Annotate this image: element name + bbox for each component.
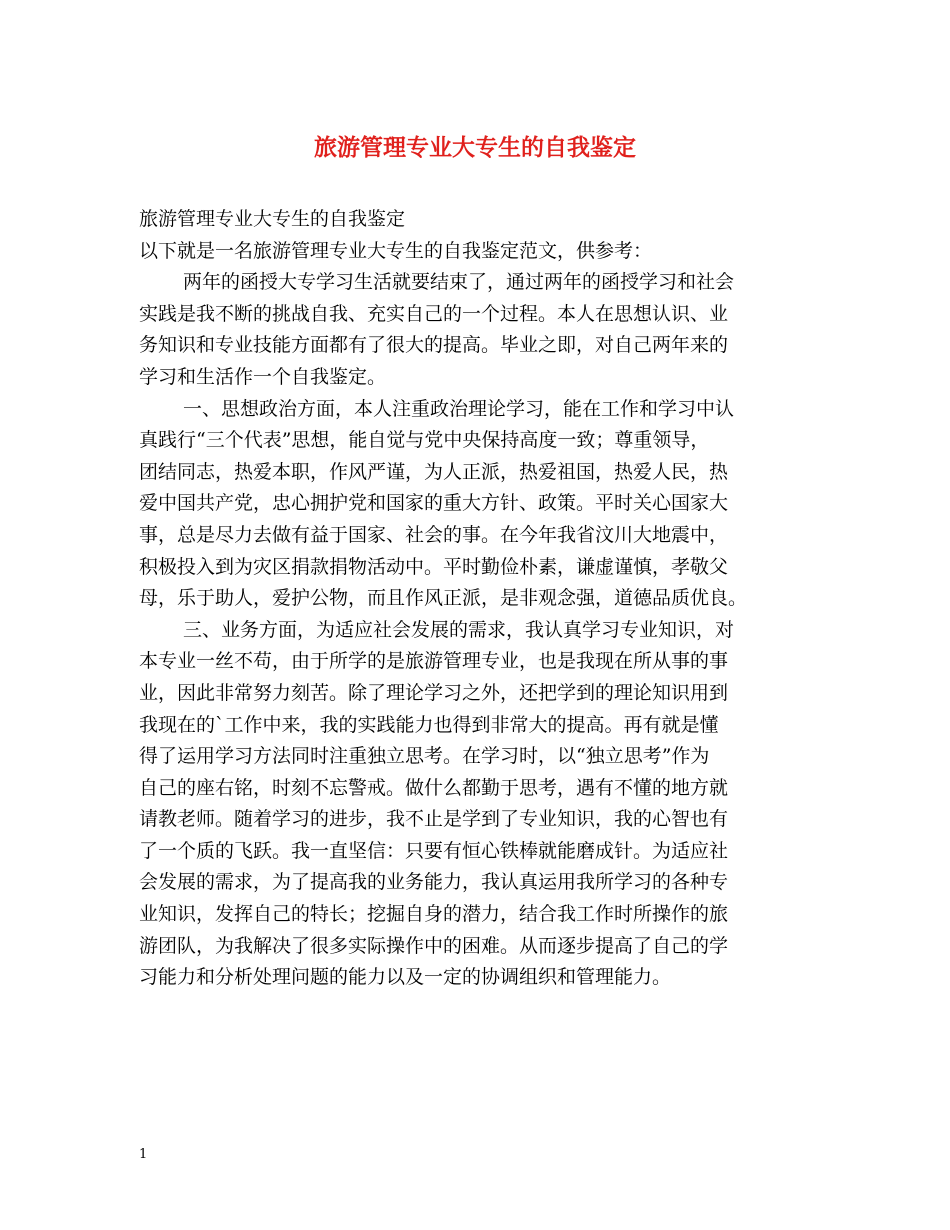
paragraph-line: 三、业务方面，为适应社会发展的需求，我认真学习专业知识，对 [183,618,735,641]
paragraph-line: 一、思想政治方面，本人注重政治理论学习，能在工作和学习中认 [183,397,735,420]
paragraph-line: 我现在的`工作中来，我的实践能力也得到非常大的提高。再有就是懂 [139,713,719,736]
paragraph-line: 两年的函授大专学习生活就要结束了，通过两年的函授学习和社会 [183,271,735,294]
paragraph-line: 请教老师。随着学习的进步，我不止是学到了专业知识，我的心智也有 [139,808,729,831]
paragraph-line: 业，因此非常努力刻苦。除了理论学习之外，还把学到的理论知识用到 [139,681,729,704]
paragraph-line: 习能力和分析处理问题的能力以及一定的协调组织和管理能力。 [139,966,672,989]
page-number: 1 [139,1147,148,1162]
paragraph-line: 积极投入到为灾区捐款捐物活动中。平时勤俭朴素，谦虚谨慎，孝敬父 [139,555,729,578]
subtitle-line: 旅游管理专业大专生的自我鉴定 [139,208,406,230]
document-body [139,204,829,994]
paragraph-line: 爱中国共产党，忠心拥护党和国家的重大方针、政策。平时关心国家大 [139,492,729,515]
paragraph-line: 母，乐于助人，爱护公物，而且作风正派，是非观念强，道德品质优良。 [139,587,748,610]
paragraph-line: 务知识和专业技能方面都有了很大的提高。毕业之即，对自己两年来的 [139,334,729,357]
paragraph-line: 实践是我不断的挑战自我、充实自己的一个过程。本人在思想认识、业 [139,302,729,325]
paragraph-line: 真践行“三个代表”思想，能自觉与党中央保持高度一致；尊重领导， [139,429,710,452]
paragraph-line: 学习和生活作一个自我鉴定。 [139,365,387,388]
paragraph-line: 团结同志，热爱本职，作风严谨，为人正派，热爱祖国，热爱人民，热 [139,460,729,483]
paragraph-line: 会发展的需求，为了提高我的业务能力，我认真运用我所学习的各种专 [139,871,729,894]
document-title: 旅游管理专业大专生的自我鉴定 [314,134,636,161]
intro-line: 以下就是一名旅游管理专业大专生的自我鉴定范文，供参考： [139,239,653,262]
paragraph-line: 本专业一丝不苟，由于所学的是旅游管理专业，也是我现在所从事的事 [139,650,729,673]
paragraph-line: 了一个质的飞跃。我一直坚信：只要有恒心铁棒就能磨成针。为适应社 [139,839,729,862]
paragraph-line: 事，总是尽力去做有益于国家、社会的事。在今年我省汶川大地震中， [139,523,729,546]
paragraph-line: 得了运用学习方法同时注重独立思考。在学习时，以“独立思考”作为 [139,745,710,768]
paragraph-line: 游团队，为我解决了很多实际操作中的困难。从而逐步提高了自己的学 [139,934,729,957]
paragraph-line: 自己的座右铭，时刻不忘警戒。做什么都勤于思考，遇有不懂的地方就 [139,776,729,799]
paragraph-line: 业知识，发挥自己的特长；挖掘自身的潜力，结合我工作时所操作的旅 [139,903,729,926]
